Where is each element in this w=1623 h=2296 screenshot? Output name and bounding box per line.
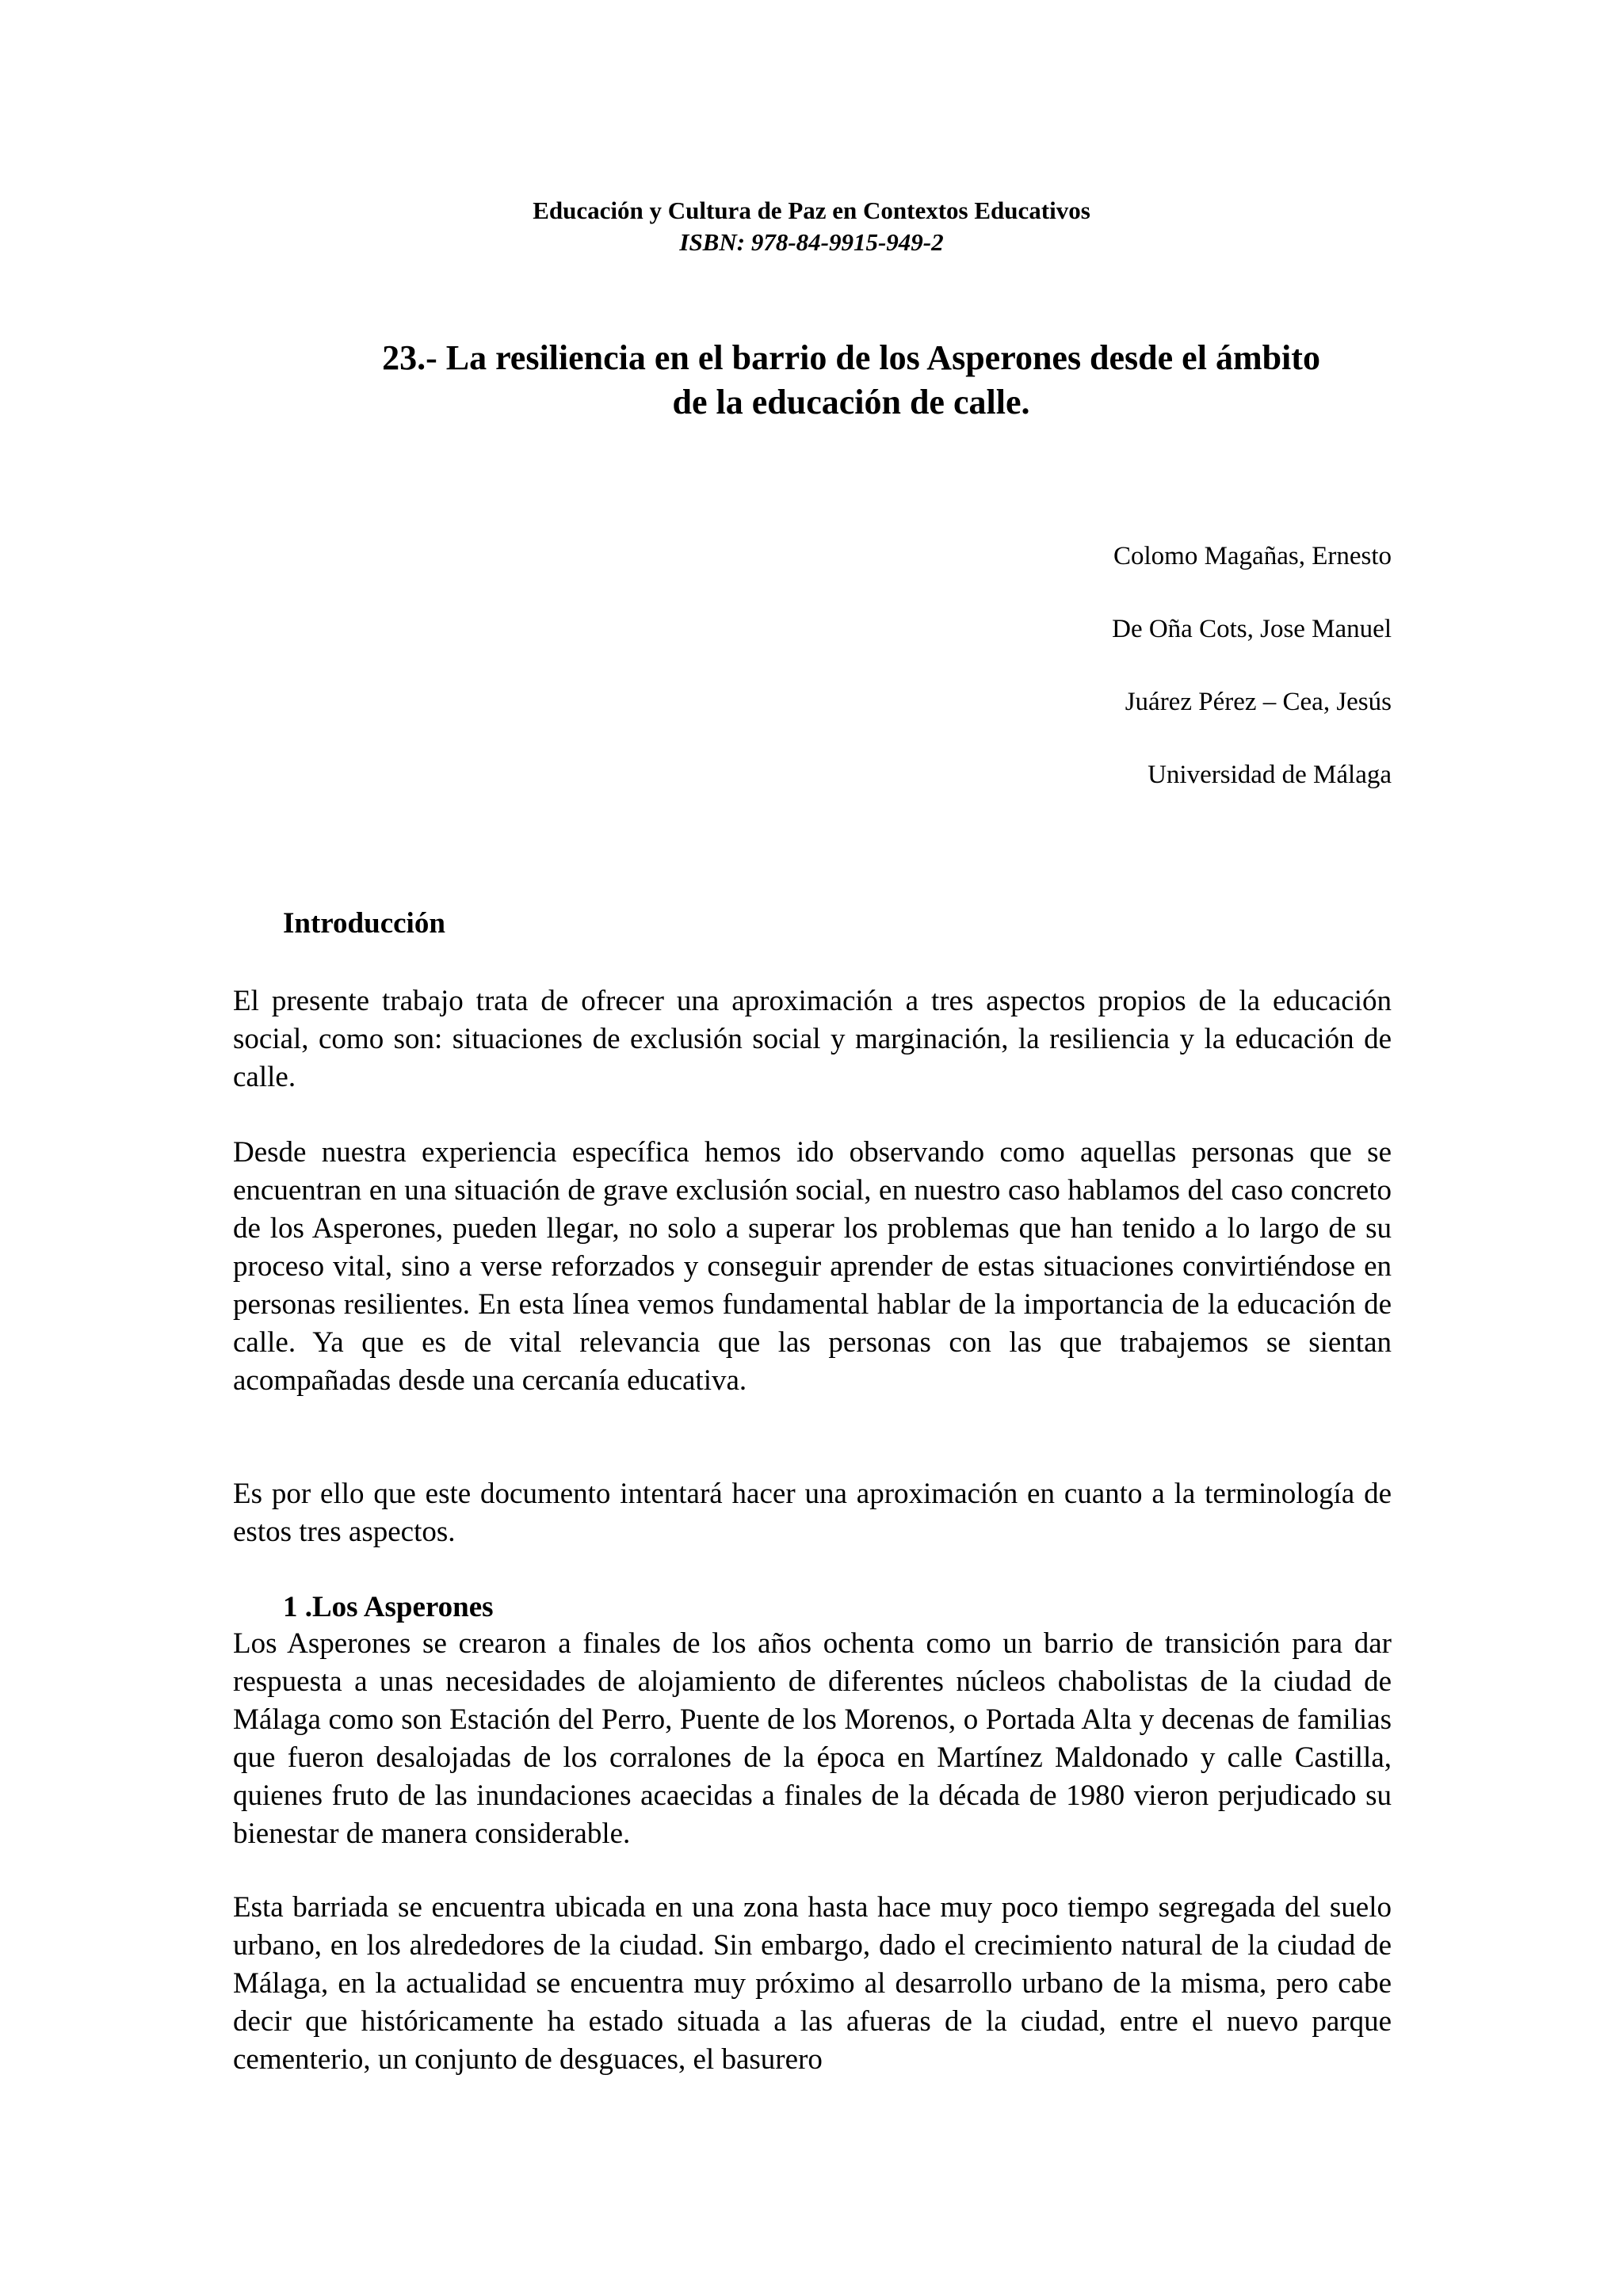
- isbn: ISBN: 978-84-9915-949-2: [679, 228, 944, 256]
- author-name: Juárez Pérez – Cea, Jesús: [1125, 688, 1392, 716]
- paragraph: Desde nuestra experiencia específica hemos ido observando como aquellas personas que se encuentran en una situación de grave exclusión social, en nuestro caso hablamos del caso concreto de los Asperones, pueden llegar, no solo a superar los problemas que han tenido a lo largo de su proceso vital, sino a verse reforzados y conseguir aprender de estas situaciones convirtiéndose en personas resilientes. En esta línea vemos fundamental hablar de la importancia de la educación de calle. Ya que es de vital relevancia que las personas con las que trabajemos se sientan acompañadas desde una cercanía educativa.: [233, 1136, 1392, 1397]
- paragraph: Es por ello que este documento intentará hacer una aproximación en cuanto a la terminología de estos tres aspectos.: [233, 1478, 1392, 1548]
- section-heading-introduction: Introducción: [283, 907, 445, 940]
- paragraph: El presente trabajo trata de ofrecer una aproximación a tres aspectos propios de la educación social, como son: situaciones de exclusión social y marginación, la resiliencia y la educación de calle.: [233, 985, 1392, 1093]
- author-list: [1112, 540, 1392, 832]
- chapter-title-line-2: de la educación de calle.: [672, 383, 1030, 421]
- paragraph: Esta barriada se encuentra ubicada en una zona hasta hace muy poco tiempo segregada del suelo urbano, en los alrededores de la ciudad. Sin embargo, dado el crecimiento natural de la ciudad de Málaga, en la actualidad se encuentra muy próximo al desarrollo urbano de la misma, pero cabe decir que históricamente ha estado situada a las afueras de la ciudad, entre el nuevo parque cementerio, un conjunto de desguaces, el basurero: [233, 1891, 1392, 2076]
- section-heading-los-asperones: 1 .Los Asperones: [283, 1591, 494, 1623]
- chapter-title: [317, 336, 1385, 425]
- author-name: De Oña Cots, Jose Manuel: [1112, 615, 1392, 643]
- book-title: Educación y Cultura de Paz en Contextos Educativos: [533, 196, 1090, 224]
- paragraph: Los Asperones se crearon a finales de los años ochenta como un barrio de transición para dar respuesta a unas necesidades de alojamiento de diferentes núcleos chabolistas de la ciudad de Málaga como son Estación del Perro, Puente de los Morenos, o Portada Alta y decenas de familias que fueron desalojadas de los corralones de la época en Martínez Maldonado y calle Castilla, quienes fruto de las inundaciones acaecidas a finales de la década de 1980 vieron perjudicado su bienestar de manera considerable.: [233, 1627, 1392, 1850]
- chapter-title-line-1: 23.- La resiliencia en el barrio de los Asperones desde el ámbito: [382, 338, 1320, 377]
- author-name: Colomo Magañas, Ernesto: [1113, 542, 1392, 570]
- affiliation: Universidad de Málaga: [1148, 761, 1392, 789]
